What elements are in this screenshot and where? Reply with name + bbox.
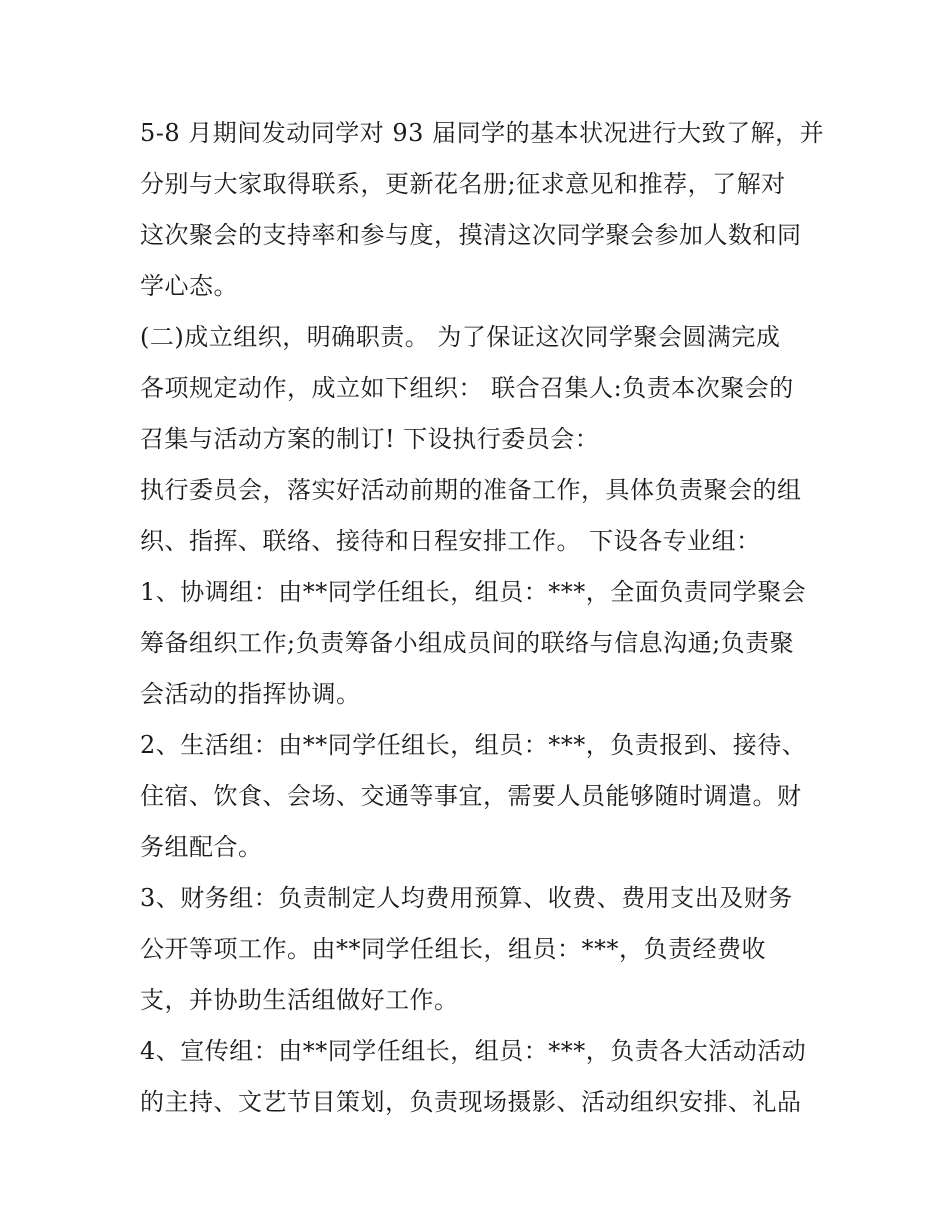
text-line: 公开等项工作。由**同学任组长，组员：***，负责经费收 [140, 935, 766, 963]
text-line: 筹备组织工作;负责筹备小组成员间的联络与信息沟通;负责聚 [140, 629, 795, 657]
section-heading-line: (二)成立组织，明确职责。 为了保证这次同学聚会圆满完成 [140, 323, 781, 351]
text-line: 执行委员会，落实好活动前期的准备工作，具体负责聚会的组 [140, 476, 802, 504]
text-line: 学心态。 [140, 272, 238, 300]
text-line: 支，并协助生活组做好工作。 [140, 986, 459, 1014]
list-item-line: 3、财务组：负责制定人均费用预算、收费、费用支出及财务 [140, 884, 793, 912]
list-item-line: 1、协调组：由**同学任组长，组员：***，全面负责同学聚会 [140, 578, 807, 606]
text-line: 会活动的指挥协调。 [140, 680, 361, 708]
text-line: 的主持、文艺节目策划，负责现场摄影、活动组织安排、礼品 [140, 1088, 802, 1116]
list-item-line: 2、生活组：由**同学任组长，组员：***，负责报到、接待、 [140, 731, 807, 759]
text-line: 这次聚会的支持率和参与度，摸清这次同学聚会参加人数和同 [140, 221, 802, 249]
text-line: 各项规定动作，成立如下组织： 联合召集人:负责本次聚会的 [140, 374, 794, 402]
text-line: 召集与活动方案的制订! 下设执行委员会： [140, 425, 600, 453]
text-line: 5-8 月期间发动同学对 93 届同学的基本状况进行大致了解，并 [140, 119, 825, 147]
text-line: 务组配合。 [140, 833, 263, 861]
list-item-line: 4、宣传组：由**同学任组长，组员：***，负责各大活动活动 [140, 1037, 807, 1065]
document-body [140, 108, 840, 1128]
text-line: 分别与大家取得联系，更新花名册;征求意见和推荐，了解对 [140, 170, 786, 198]
text-line: 织、指挥、联络、接待和日程安排工作。 下设各专业组： [140, 527, 761, 555]
text-line: 住宿、饮食、会场、交通等事宜，需要人员能够随时调遣。财 [140, 782, 802, 810]
